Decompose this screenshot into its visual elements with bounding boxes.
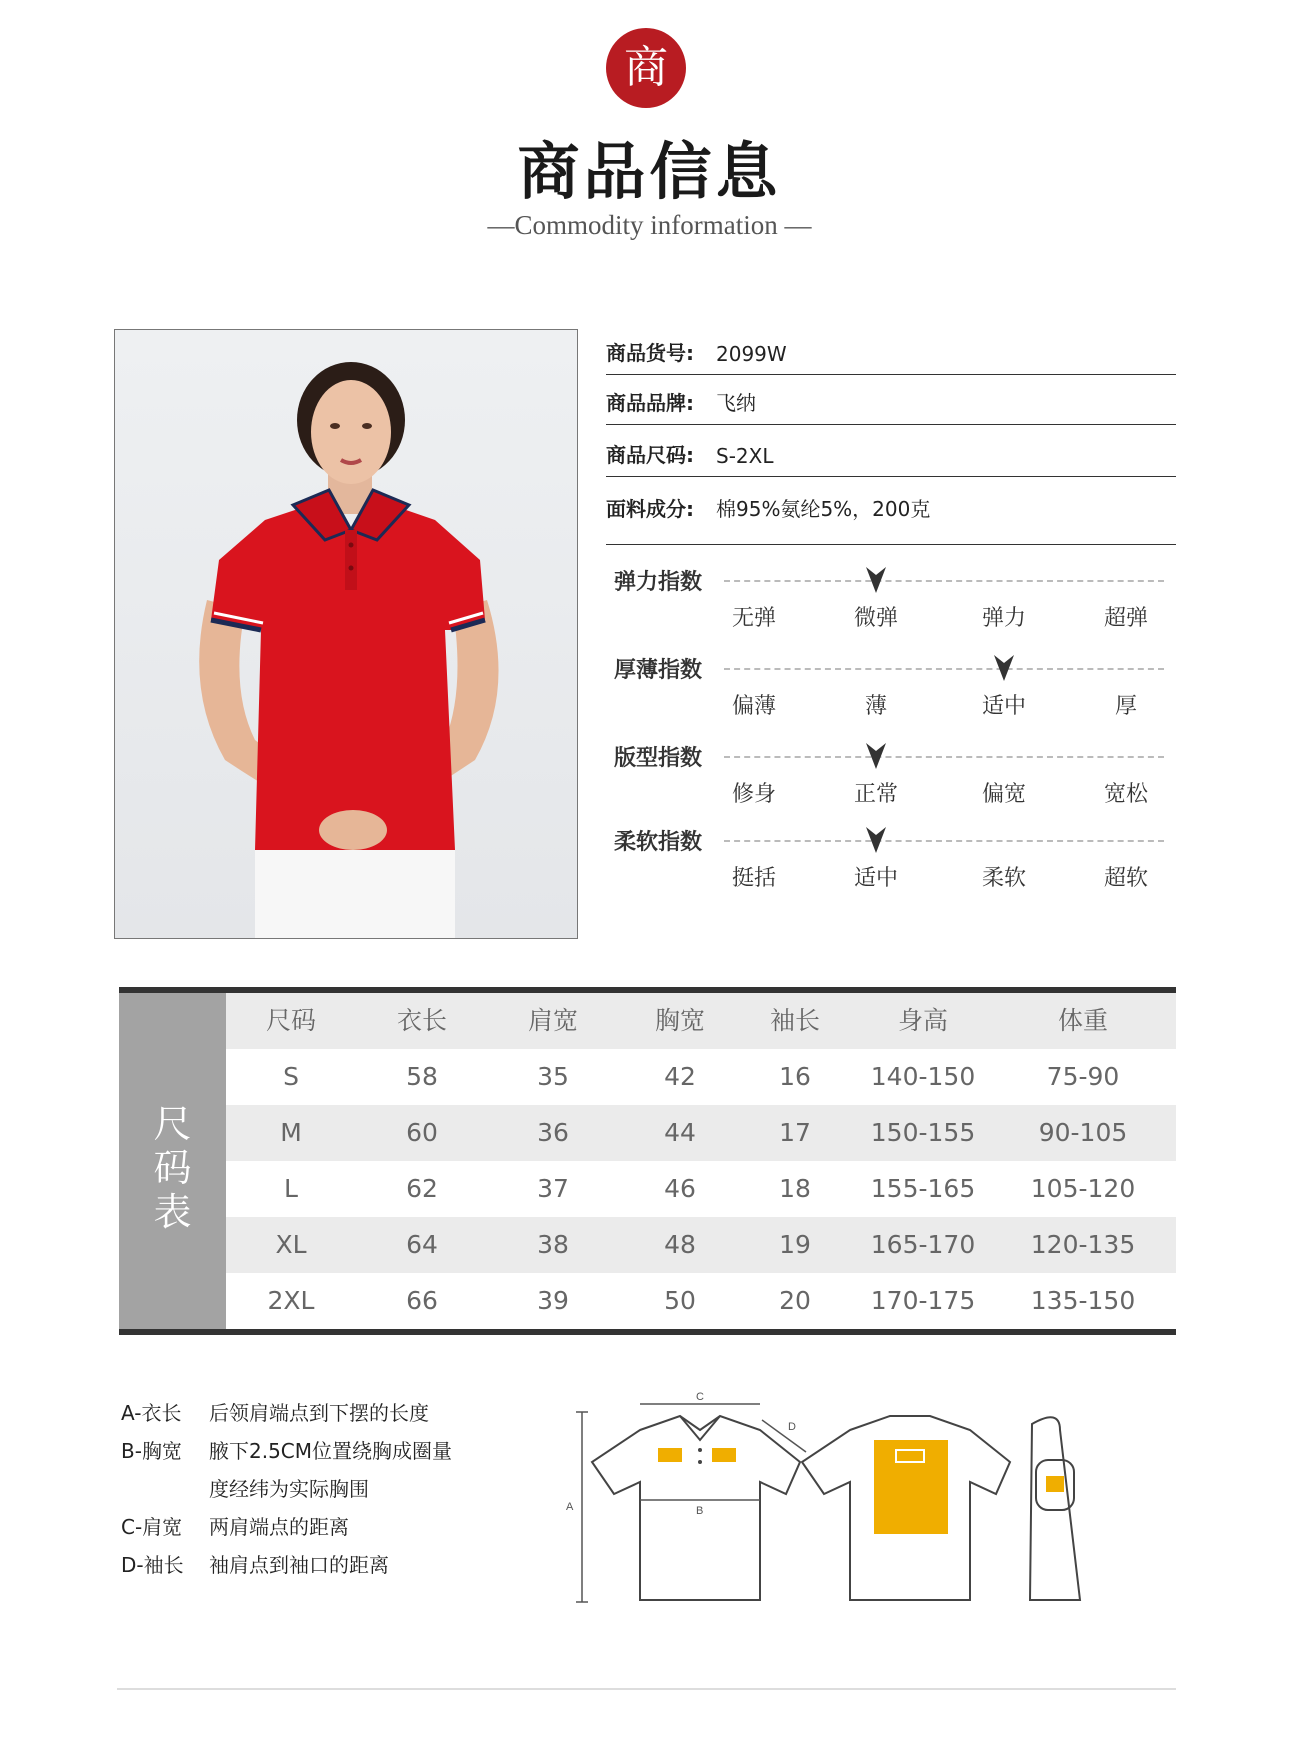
table-row [226,1049,1176,1105]
table-cell: 36 [537,1118,569,1147]
legend-key: B-胸宽 [121,1439,182,1463]
legend-key: C-肩宽 [121,1515,183,1539]
info-value: 棉95%氨纶5%，200克 [716,497,931,521]
table-cell: 35 [537,1062,569,1091]
info-key: 面料成分: [606,497,694,521]
table-cell: 90-105 [1038,1118,1128,1147]
table-cell: 155-165 [870,1174,976,1203]
index-option: 超弹 [1103,606,1148,631]
index-option: 薄 [864,694,887,719]
info-value: 2099W [716,342,787,366]
index-option: 适中 [853,866,898,891]
info-row-size [606,429,1176,477]
table-row [226,1105,1176,1161]
index-label: 弹力指数 [614,570,703,595]
table-cell: 20 [779,1286,811,1315]
table-cell: 19 [779,1230,811,1259]
info-key: 商品品牌: [606,391,694,415]
brand-badge: 商 [606,28,686,108]
index-option: 厚 [1114,694,1137,719]
table-row [226,1273,1176,1329]
index-block [614,653,1164,733]
legend-value: 后领肩端点到下摆的长度 [209,1401,429,1425]
table-cell: XL [275,1230,307,1259]
selected-marker-icon [866,567,886,593]
table-cell: 袖长 [769,1006,820,1035]
index-option: 挺括 [731,866,776,891]
index-option: 偏薄 [731,694,776,719]
index-label: 柔软指数 [614,830,703,855]
index-block [614,565,1164,645]
index-block [614,741,1164,821]
model-illustration [115,330,578,939]
info-key: 商品尺码: [606,443,694,467]
table-cell: L [284,1174,298,1203]
index-label: 版型指数 [614,746,703,771]
table-cell: 体重 [1057,1006,1108,1035]
index-option: 偏宽 [981,782,1026,807]
table-cell: 66 [406,1286,438,1315]
label-d: D [788,1421,796,1433]
table-row [226,1161,1176,1217]
legend-value: 两肩端点的距离 [209,1515,349,1539]
table-cell: 48 [664,1230,696,1259]
table-cell: 尺码 [265,1006,316,1035]
index-option: 超软 [1103,866,1148,891]
legend-value: 腋下2.5CM位置绕胸成圈量 [209,1439,453,1463]
table-row [226,1217,1176,1273]
measurement-diagram [560,1390,1120,1610]
page-subtitle: —Commodity information — [487,210,812,240]
table-cell: 150-155 [870,1118,976,1147]
info-value: S-2XL [716,444,774,468]
index-scale-line [724,756,1164,758]
label-c: C [696,1391,704,1403]
table-cell: 胸宽 [654,1006,705,1035]
table-cell: 50 [664,1286,696,1315]
table-cell: 165-170 [870,1230,976,1259]
size-table-grid [226,993,1176,1329]
table-cell: 46 [664,1174,696,1203]
index-scale-line [724,840,1164,842]
table-cell: 37 [537,1174,569,1203]
table-cell: 17 [779,1118,811,1147]
index-option: 宽松 [1103,782,1148,807]
table-cell: 170-175 [870,1286,976,1315]
table-cell: 42 [664,1062,696,1091]
page-title: 商品信息 [517,135,782,208]
index-option: 修身 [731,782,776,807]
index-option: 适中 [981,694,1026,719]
label-a: A [566,1501,574,1513]
table-cell: 44 [664,1118,696,1147]
size-table [119,987,1176,1335]
index-option: 正常 [853,782,898,807]
table-cell: 105-120 [1030,1174,1136,1203]
index-scale-line [724,668,1164,670]
info-row-item-no [606,327,1176,375]
index-option: 柔软 [981,866,1026,891]
size-table-label [119,993,226,1329]
table-cell: 衣长 [396,1006,447,1035]
info-key: 商品货号: [606,341,694,365]
legend-value: 袖肩点到袖口的距离 [209,1553,389,1577]
table-cell: 120-135 [1030,1230,1136,1259]
table-cell: 140-150 [870,1062,976,1091]
selected-marker-icon [866,827,886,853]
legend-value: 度经纬为实际胸围 [209,1477,369,1501]
table-cell: S [283,1062,299,1091]
index-label: 厚薄指数 [614,658,703,683]
sleeve-print [1046,1476,1064,1492]
front-print-right [712,1448,736,1462]
table-cell: 肩宽 [527,1006,578,1035]
selected-marker-icon [866,743,886,769]
side-char: 码 [153,1146,192,1190]
index-scale-line [724,580,1164,582]
info-row-fabric [606,481,1176,545]
legend-key: D-袖长 [121,1553,184,1577]
table-cell: 58 [406,1062,438,1091]
table-cell: 39 [537,1286,569,1315]
label-b: B [696,1505,704,1517]
table-cell: 62 [406,1174,438,1203]
back-print-area [874,1440,948,1534]
info-value: 飞纳 [716,391,756,415]
info-row-brand [606,377,1176,425]
table-cell: 38 [537,1230,569,1259]
index-option: 微弹 [853,606,898,631]
product-photo [114,329,578,939]
table-cell: 60 [406,1118,438,1147]
table-header-row [226,993,1176,1049]
selected-marker-icon [994,655,1014,681]
bottom-divider [117,1688,1176,1690]
table-cell: M [280,1118,302,1147]
table-cell: 2XL [267,1286,315,1315]
front-print-left [658,1448,682,1462]
table-cell: 身高 [897,1006,948,1035]
table-cell: 64 [406,1230,438,1259]
side-char: 表 [153,1190,192,1234]
index-block [614,825,1164,905]
side-char: 尺 [153,1102,192,1146]
table-cell: 75-90 [1046,1062,1120,1091]
table-cell: 16 [779,1062,811,1091]
table-cell: 18 [779,1174,811,1203]
table-cell: 135-150 [1030,1286,1136,1315]
legend-key: A-衣长 [121,1401,182,1425]
index-option: 无弹 [731,606,776,631]
index-option: 弹力 [981,606,1026,631]
